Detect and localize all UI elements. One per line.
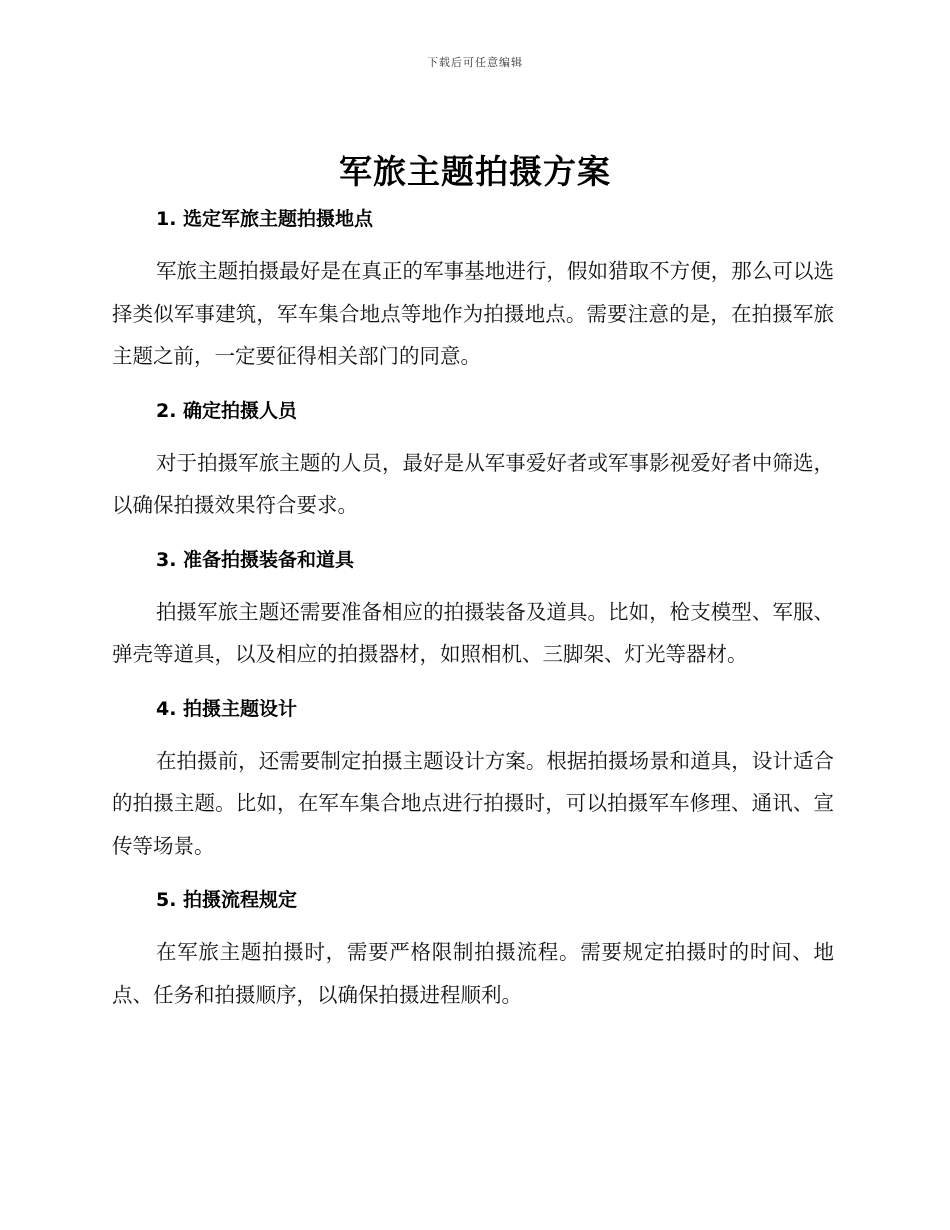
section-1 <box>112 199 834 378</box>
section-3 <box>112 540 834 676</box>
section-heading: 1. 选定军旅主题拍摄地点 <box>156 208 374 230</box>
section-4 <box>112 689 834 868</box>
section-heading: 3. 准备拍摄装备和道具 <box>156 548 355 571</box>
section-paragraph: 拍摄军旅主题还需要准备相应的拍摄装备及道具。比如，枪支模型、军服、弹壳等道具，以及相应的拍摄器材，如照相机、三脚架、灯光等器材。 <box>112 599 834 666</box>
section-paragraph: 对于拍摄军旅主题的人员，最好是从军事爱好者或军事影视爱好者中筛选，以确保拍摄效果符合要求。 <box>112 450 834 517</box>
section-paragraph: 军旅主题拍摄最好是在真正的军事基地进行，假如猎取不方便，那么可以选择类似军事建筑，军车集合地点等地作为拍摄地点。需要注意的是，在拍摄军旅主题之前，一定要征得相关部门的同意。 <box>112 259 834 368</box>
header-note: 下载后可任意编辑 <box>427 56 523 69</box>
document-content <box>112 199 834 1029</box>
section-heading: 4. 拍摄主题设计 <box>156 697 298 720</box>
section-heading: 5. 拍摄流程规定 <box>156 889 298 911</box>
section-paragraph: 在拍摄前，还需要制定拍摄主题设计方案。根据拍摄场景和道具，设计适合的拍摄主题。比如，在军车集合地点进行拍摄时，可以拍摄军车修理、通讯、宣传等场景。 <box>112 748 834 858</box>
section-paragraph: 在军旅主题拍摄时，需要严格限制拍摄流程。需要规定拍摄时的时间、地点、任务和拍摄顺序，以确保拍摄进程顺利。 <box>112 940 834 1007</box>
section-heading: 2. 确定拍摄人员 <box>156 399 298 422</box>
section-2 <box>112 391 834 527</box>
document-title: 军旅主题拍摄方案 <box>339 152 611 191</box>
section-5 <box>112 880 834 1016</box>
